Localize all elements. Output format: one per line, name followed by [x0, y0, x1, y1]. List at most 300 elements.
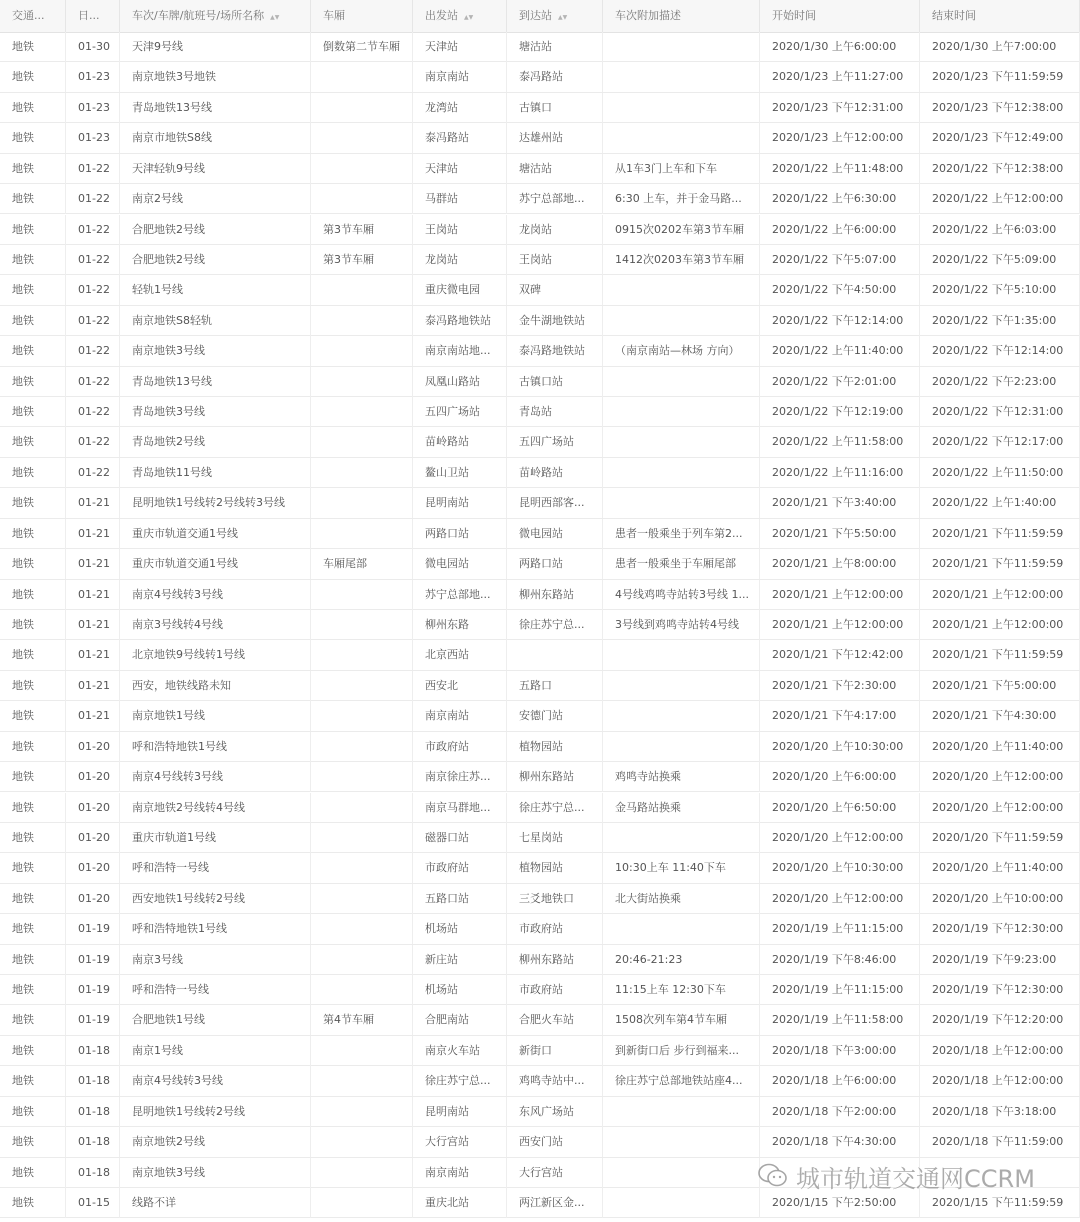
cell-to: 植物园站 — [507, 853, 603, 883]
cell-car: 倒数第二节车厢 — [311, 32, 413, 62]
cell-start: 2020/1/22 下午12:19:00 — [760, 397, 920, 427]
cell-mode: 地铁 — [0, 975, 66, 1005]
cell-line: 青岛地铁3号线 — [120, 397, 311, 427]
cell-line: 南京3号线转4号线 — [120, 610, 311, 640]
cell-mode: 地铁 — [0, 519, 66, 549]
cell-desc — [603, 1097, 760, 1127]
table-row[interactable] — [0, 519, 1080, 549]
cell-car — [311, 1097, 413, 1127]
cell-desc: 6:30 上车，并于金马路... — [603, 184, 760, 214]
cell-to: 三爻地铁口 — [507, 884, 603, 914]
cell-from: 天津站 — [413, 154, 507, 184]
cell-date: 01-19 — [66, 975, 120, 1005]
cell-desc: 11:15上车 12:30下车 — [603, 975, 760, 1005]
cell-start: 2020/1/21 下午5:50:00 — [760, 519, 920, 549]
cell-desc — [603, 823, 760, 853]
cell-start: 2020/1/22 下午5:07:00 — [760, 245, 920, 275]
cell-car — [311, 640, 413, 670]
cell-line: 南京4号线转3号线 — [120, 1066, 311, 1096]
column-header-label: 车厢 — [323, 9, 345, 22]
table-row[interactable] — [0, 336, 1080, 366]
cell-end: 2020/1/30 上午7:00:00 — [920, 32, 1080, 62]
cell-end: 2020/1/19 下午9:23:00 — [920, 945, 1080, 975]
cell-from: 重庆北站 — [413, 1188, 507, 1218]
cell-desc — [603, 123, 760, 153]
table-row[interactable] — [0, 245, 1080, 275]
cell-date: 01-22 — [66, 458, 120, 488]
cell-mode: 地铁 — [0, 245, 66, 275]
cell-mode: 地铁 — [0, 884, 66, 914]
cell-end: 2020/1/22 上午1:40:00 — [920, 488, 1080, 518]
cell-line: 南京4号线转3号线 — [120, 580, 311, 610]
cell-line: 呼和浩特地铁1号线 — [120, 914, 311, 944]
table-row[interactable] — [0, 610, 1080, 640]
cell-date: 01-21 — [66, 580, 120, 610]
cell-from: 鳌山卫站 — [413, 458, 507, 488]
table-row[interactable] — [0, 32, 1080, 62]
table-row[interactable] — [0, 1127, 1080, 1157]
cell-line: 青岛地铁11号线 — [120, 458, 311, 488]
cell-car — [311, 1036, 413, 1066]
cell-from: 昆明南站 — [413, 1097, 507, 1127]
cell-to: 徐庄苏宁总... — [507, 793, 603, 823]
cell-mode: 地铁 — [0, 610, 66, 640]
cell-end: 2020/1/20 上午11:40:00 — [920, 853, 1080, 883]
cell-car — [311, 1188, 413, 1218]
cell-date: 01-21 — [66, 701, 120, 731]
cell-date: 01-20 — [66, 884, 120, 914]
column-header-from[interactable] — [413, 0, 507, 32]
cell-start: 2020/1/22 上午11:48:00 — [760, 154, 920, 184]
cell-start: 2020/1/20 上午6:50:00 — [760, 793, 920, 823]
cell-mode: 地铁 — [0, 732, 66, 762]
cell-desc: 患者一般乘坐于列车第2... — [603, 519, 760, 549]
cell-line: 西安地铁1号线转2号线 — [120, 884, 311, 914]
cell-car — [311, 306, 413, 336]
cell-end: 2020/1/19 下午12:30:00 — [920, 914, 1080, 944]
cell-to: 塘沽站 — [507, 154, 603, 184]
cell-from: 南京南站 — [413, 1158, 507, 1188]
cell-to: 徐庄苏宁总... — [507, 610, 603, 640]
cell-car — [311, 488, 413, 518]
cell-mode: 地铁 — [0, 701, 66, 731]
cell-end: 2020/1/22 下午5:09:00 — [920, 245, 1080, 275]
cell-line: 青岛地铁2号线 — [120, 427, 311, 457]
cell-desc — [603, 701, 760, 731]
cell-line: 南京地铁2号线转4号线 — [120, 793, 311, 823]
cell-car — [311, 701, 413, 731]
table-row[interactable] — [0, 914, 1080, 944]
cell-date: 01-18 — [66, 1036, 120, 1066]
cell-car — [311, 93, 413, 123]
cell-start: 2020/1/20 上午12:00:00 — [760, 884, 920, 914]
table-row[interactable] — [0, 397, 1080, 427]
cell-line: 昆明地铁1号线转2号线 — [120, 1097, 311, 1127]
cell-from: 市政府站 — [413, 732, 507, 762]
cell-end: 2020/1/22 下午12:38:00 — [920, 154, 1080, 184]
column-header-label: 出发站 — [425, 9, 458, 22]
cell-desc — [603, 458, 760, 488]
column-header-line[interactable] — [120, 0, 311, 32]
cell-date: 01-22 — [66, 427, 120, 457]
table-row[interactable] — [0, 701, 1080, 731]
table-header — [0, 0, 1080, 33]
column-header-desc — [603, 0, 760, 32]
table-row[interactable] — [0, 306, 1080, 336]
cell-car — [311, 853, 413, 883]
table-row[interactable] — [0, 671, 1080, 701]
cell-end: 2020/1/21 下午4:30:00 — [920, 701, 1080, 731]
cell-line: 合肥地铁2号线 — [120, 245, 311, 275]
cell-mode: 地铁 — [0, 762, 66, 792]
cell-start: 2020/1/21 下午4:17:00 — [760, 701, 920, 731]
cell-to — [507, 640, 603, 670]
cell-start: 2020/1/19 下午8:46:00 — [760, 945, 920, 975]
cell-car — [311, 732, 413, 762]
cell-mode: 地铁 — [0, 914, 66, 944]
cell-line: 合肥地铁2号线 — [120, 215, 311, 245]
cell-to: 苗岭路站 — [507, 458, 603, 488]
cell-car — [311, 336, 413, 366]
cell-mode: 地铁 — [0, 945, 66, 975]
cell-line: 青岛地铁13号线 — [120, 367, 311, 397]
cell-end: 2020/1/18 上午12:00:00 — [920, 1036, 1080, 1066]
cell-from: 南京火车站 — [413, 1036, 507, 1066]
column-header-label: 开始时间 — [772, 9, 816, 22]
cell-desc — [603, 1158, 760, 1188]
cell-mode: 地铁 — [0, 1188, 66, 1218]
column-header-end — [920, 0, 1080, 32]
column-header-start — [760, 0, 920, 32]
cell-date: 01-22 — [66, 367, 120, 397]
cell-date: 01-22 — [66, 306, 120, 336]
cell-start: 2020/1/22 下午2:01:00 — [760, 367, 920, 397]
cell-from: 苏宁总部地... — [413, 580, 507, 610]
cell-date: 01-22 — [66, 275, 120, 305]
cell-desc — [603, 275, 760, 305]
column-header-label: 交通... — [12, 9, 45, 22]
table-row[interactable] — [0, 1066, 1080, 1096]
cell-from: 南京南站 — [413, 62, 507, 92]
cell-end: 2020/1/18 上午12:00:00 — [920, 1066, 1080, 1096]
cell-start: 2020/1/23 下午12:31:00 — [760, 93, 920, 123]
table-row[interactable] — [0, 1005, 1080, 1035]
cell-from: 昆明南站 — [413, 488, 507, 518]
cell-desc: 鸡鸣寺站换乘 — [603, 762, 760, 792]
cell-mode: 地铁 — [0, 427, 66, 457]
cell-to: 柳州东路站 — [507, 762, 603, 792]
cell-to: 金牛湖地铁站 — [507, 306, 603, 336]
cell-start: 2020/1/19 上午11:15:00 — [760, 975, 920, 1005]
cell-from: 微电园站 — [413, 549, 507, 579]
cell-to: 达雄州站 — [507, 123, 603, 153]
cell-from: 龙湾站 — [413, 93, 507, 123]
table-row[interactable] — [0, 853, 1080, 883]
cell-date: 01-15 — [66, 1188, 120, 1218]
cell-to: 柳州东路站 — [507, 945, 603, 975]
cell-from: 新庄站 — [413, 945, 507, 975]
cell-start: 2020/1/22 上午6:30:00 — [760, 184, 920, 214]
cell-start: 2020/1/21 下午2:30:00 — [760, 671, 920, 701]
cell-start: 2020/1/23 上午11:27:00 — [760, 62, 920, 92]
cell-date: 01-20 — [66, 853, 120, 883]
table-row[interactable] — [0, 93, 1080, 123]
cell-end: 2020/1/18 下午11:59:00 — [920, 1127, 1080, 1157]
cell-to: 微电园站 — [507, 519, 603, 549]
cell-mode: 地铁 — [0, 793, 66, 823]
cell-mode: 地铁 — [0, 367, 66, 397]
cell-line: 天津9号线 — [120, 32, 311, 62]
cell-from: 磁器口站 — [413, 823, 507, 853]
cell-end: 2020/1/21 上午12:00:00 — [920, 610, 1080, 640]
cell-end: 2020/1/15 下午11:59:59 — [920, 1188, 1080, 1218]
cell-date: 01-19 — [66, 1005, 120, 1035]
cell-mode: 地铁 — [0, 853, 66, 883]
cell-end: 2020/1/21 上午12:00:00 — [920, 580, 1080, 610]
cell-desc: （南京南站—林场 方向） — [603, 336, 760, 366]
cell-to: 柳州东路站 — [507, 580, 603, 610]
table-row[interactable] — [0, 488, 1080, 518]
table-row[interactable] — [0, 215, 1080, 245]
cell-desc — [603, 427, 760, 457]
cell-date: 01-22 — [66, 184, 120, 214]
cell-from: 王岗站 — [413, 215, 507, 245]
cell-desc: 1412次0203车第3节车厢 — [603, 245, 760, 275]
cell-start: 2020/1/20 上午10:30:00 — [760, 853, 920, 883]
cell-mode: 地铁 — [0, 823, 66, 853]
table-row[interactable] — [0, 1097, 1080, 1127]
table-row[interactable] — [0, 184, 1080, 214]
cell-to: 新街口 — [507, 1036, 603, 1066]
cell-end: 2020/1/22 上午12:00:00 — [920, 184, 1080, 214]
cell-to: 泰冯路站 — [507, 62, 603, 92]
table-row[interactable] — [0, 458, 1080, 488]
cell-desc: 10:30上车 11:40下车 — [603, 853, 760, 883]
cell-mode: 地铁 — [0, 123, 66, 153]
cell-line: 重庆市轨道1号线 — [120, 823, 311, 853]
table-row[interactable] — [0, 884, 1080, 914]
cell-from: 大行宫站 — [413, 1127, 507, 1157]
cell-from: 徐庄苏宁总... — [413, 1066, 507, 1096]
cell-start: 2020/1/23 上午12:00:00 — [760, 123, 920, 153]
column-header-to[interactable] — [507, 0, 603, 32]
cell-from: 南京马群地... — [413, 793, 507, 823]
cell-end: 2020/1/22 下午12:31:00 — [920, 397, 1080, 427]
cell-to: 五路口 — [507, 671, 603, 701]
cell-end: 2020/1/20 下午11:59:59 — [920, 823, 1080, 853]
table-row[interactable] — [0, 945, 1080, 975]
cell-mode: 地铁 — [0, 275, 66, 305]
cell-car — [311, 610, 413, 640]
cell-desc — [603, 1127, 760, 1157]
cell-mode: 地铁 — [0, 488, 66, 518]
cell-start: 2020/1/21 下午12:42:00 — [760, 640, 920, 670]
table-row[interactable] — [0, 427, 1080, 457]
cell-start: 2020/1/20 上午12:00:00 — [760, 823, 920, 853]
cell-car — [311, 62, 413, 92]
cell-car: 第3节车厢 — [311, 215, 413, 245]
cell-start: 2020/1/22 上午6:00:00 — [760, 215, 920, 245]
table-row[interactable] — [0, 275, 1080, 305]
cell-start: 2020/1/22 上午11:58:00 — [760, 427, 920, 457]
cell-end: 2020/1/21 下午11:59:59 — [920, 549, 1080, 579]
cell-line: 西安，地铁线路未知 — [120, 671, 311, 701]
cell-start: 2020/1/22 下午4:50:00 — [760, 275, 920, 305]
table-row[interactable] — [0, 62, 1080, 92]
cell-line: 昆明地铁1号线转2号线转3号线 — [120, 488, 311, 518]
cell-start: 2020/1/21 上午12:00:00 — [760, 610, 920, 640]
cell-car: 第3节车厢 — [311, 245, 413, 275]
cell-desc — [603, 306, 760, 336]
cell-from: 五路口站 — [413, 884, 507, 914]
cell-desc — [603, 488, 760, 518]
cell-mode: 地铁 — [0, 32, 66, 62]
cell-to: 王岗站 — [507, 245, 603, 275]
cell-line: 青岛地铁13号线 — [120, 93, 311, 123]
cell-from: 西安北 — [413, 671, 507, 701]
cell-start: 2020/1/22 上午11:16:00 — [760, 458, 920, 488]
cell-line: 重庆市轨道交通1号线 — [120, 519, 311, 549]
cell-from: 两路口站 — [413, 519, 507, 549]
cell-car — [311, 458, 413, 488]
cell-mode: 地铁 — [0, 336, 66, 366]
cell-to: 青岛站 — [507, 397, 603, 427]
table-row[interactable] — [0, 123, 1080, 153]
cell-to: 双碑 — [507, 275, 603, 305]
column-header-label: 日... — [78, 9, 100, 22]
table-row[interactable] — [0, 580, 1080, 610]
cell-to: 东风广场站 — [507, 1097, 603, 1127]
cell-car — [311, 154, 413, 184]
cell-to: 两江新区金... — [507, 1188, 603, 1218]
column-header-label: 结束时间 — [932, 9, 976, 22]
cell-desc — [603, 32, 760, 62]
cell-from: 泰冯路地铁站 — [413, 306, 507, 336]
table-row[interactable] — [0, 975, 1080, 1005]
sort-icon[interactable]: ▲▼ — [270, 14, 280, 21]
cell-to: 龙岗站 — [507, 215, 603, 245]
table-row[interactable] — [0, 1036, 1080, 1066]
cell-date: 01-18 — [66, 1158, 120, 1188]
cell-to: 苏宁总部地... — [507, 184, 603, 214]
cell-end: 2020/1/22 下午2:23:00 — [920, 367, 1080, 397]
table-row[interactable] — [0, 549, 1080, 579]
table-row[interactable] — [0, 762, 1080, 792]
cell-mode: 地铁 — [0, 640, 66, 670]
table-row[interactable] — [0, 793, 1080, 823]
cell-line: 南京1号线 — [120, 1036, 311, 1066]
sort-icon[interactable]: ▲▼ — [464, 14, 474, 21]
watermark-text: 城市轨道交通网CCRM — [796, 1164, 1035, 1193]
cell-date: 01-18 — [66, 1097, 120, 1127]
cell-from: 重庆微电园 — [413, 275, 507, 305]
cell-end: 2020/1/23 下午11:59:59 — [920, 62, 1080, 92]
cell-from: 南京南站 — [413, 701, 507, 731]
cell-car — [311, 367, 413, 397]
table-row[interactable] — [0, 640, 1080, 670]
cell-car: 第4节车厢 — [311, 1005, 413, 1035]
cell-line: 南京地铁3号线 — [120, 336, 311, 366]
cell-to: 塘沽站 — [507, 32, 603, 62]
cell-desc — [603, 397, 760, 427]
cell-car — [311, 823, 413, 853]
cell-line: 呼和浩特一号线 — [120, 975, 311, 1005]
cell-date: 01-21 — [66, 488, 120, 518]
cell-from: 南京南站地... — [413, 336, 507, 366]
cell-car — [311, 1127, 413, 1157]
cell-to: 古镇口 — [507, 93, 603, 123]
sort-icon[interactable]: ▲▼ — [558, 14, 568, 21]
cell-from: 五四广场站 — [413, 397, 507, 427]
cell-date: 01-21 — [66, 519, 120, 549]
cell-start: 2020/1/19 上午11:15:00 — [760, 914, 920, 944]
cell-start: 2020/1/18 下午4:30:00 — [760, 1127, 920, 1157]
cell-mode: 地铁 — [0, 62, 66, 92]
cell-end: 2020/1/19 下午12:20:00 — [920, 1005, 1080, 1035]
table-row[interactable] — [0, 732, 1080, 762]
wechat-icon — [758, 1163, 788, 1189]
column-header-mode — [0, 0, 66, 32]
cell-car — [311, 427, 413, 457]
cell-from: 泰冯路站 — [413, 123, 507, 153]
table-row[interactable] — [0, 154, 1080, 184]
cell-start: 2020/1/22 下午12:14:00 — [760, 306, 920, 336]
cell-date: 01-19 — [66, 914, 120, 944]
cell-from: 合肥南站 — [413, 1005, 507, 1035]
cell-from: 市政府站 — [413, 853, 507, 883]
cell-to: 五四广场站 — [507, 427, 603, 457]
cell-to: 泰冯路地铁站 — [507, 336, 603, 366]
cell-car — [311, 1158, 413, 1188]
cell-from: 凤凰山路站 — [413, 367, 507, 397]
cell-from: 机场站 — [413, 914, 507, 944]
table-row[interactable] — [0, 367, 1080, 397]
cell-line: 南京地铁S8轻轨 — [120, 306, 311, 336]
cell-car — [311, 275, 413, 305]
cell-start: 2020/1/18 下午2:00:00 — [760, 1097, 920, 1127]
cell-from: 苗岭路站 — [413, 427, 507, 457]
cell-car: 车厢尾部 — [311, 549, 413, 579]
cell-desc: 3号线到鸡鸣寺站转4号线 — [603, 610, 760, 640]
cell-start: 2020/1/20 上午10:30:00 — [760, 732, 920, 762]
table-row[interactable] — [0, 823, 1080, 853]
cell-from: 马群站 — [413, 184, 507, 214]
cell-mode: 地铁 — [0, 1066, 66, 1096]
cell-mode: 地铁 — [0, 215, 66, 245]
column-header-car — [311, 0, 413, 32]
cell-to: 昆明西部客... — [507, 488, 603, 518]
cell-date: 01-21 — [66, 640, 120, 670]
cell-date: 01-21 — [66, 671, 120, 701]
cell-desc — [603, 1188, 760, 1218]
cell-date: 01-30 — [66, 32, 120, 62]
cell-end: 2020/1/18 下午3:18:00 — [920, 1097, 1080, 1127]
cell-desc: 从1车3门上车和下车 — [603, 154, 760, 184]
cell-date: 01-22 — [66, 154, 120, 184]
cell-end: 2020/1/21 下午11:59:59 — [920, 519, 1080, 549]
cell-start: 2020/1/18 上午6:00:00 — [760, 1066, 920, 1096]
cell-line: 线路不详 — [120, 1188, 311, 1218]
cell-car — [311, 1066, 413, 1096]
cell-desc — [603, 367, 760, 397]
cell-car — [311, 793, 413, 823]
cell-line: 天津轻轨9号线 — [120, 154, 311, 184]
cell-desc — [603, 93, 760, 123]
cell-desc: 北大街站换乘 — [603, 884, 760, 914]
cell-desc — [603, 671, 760, 701]
cell-car — [311, 123, 413, 153]
cell-end: 2020/1/22 下午12:14:00 — [920, 336, 1080, 366]
